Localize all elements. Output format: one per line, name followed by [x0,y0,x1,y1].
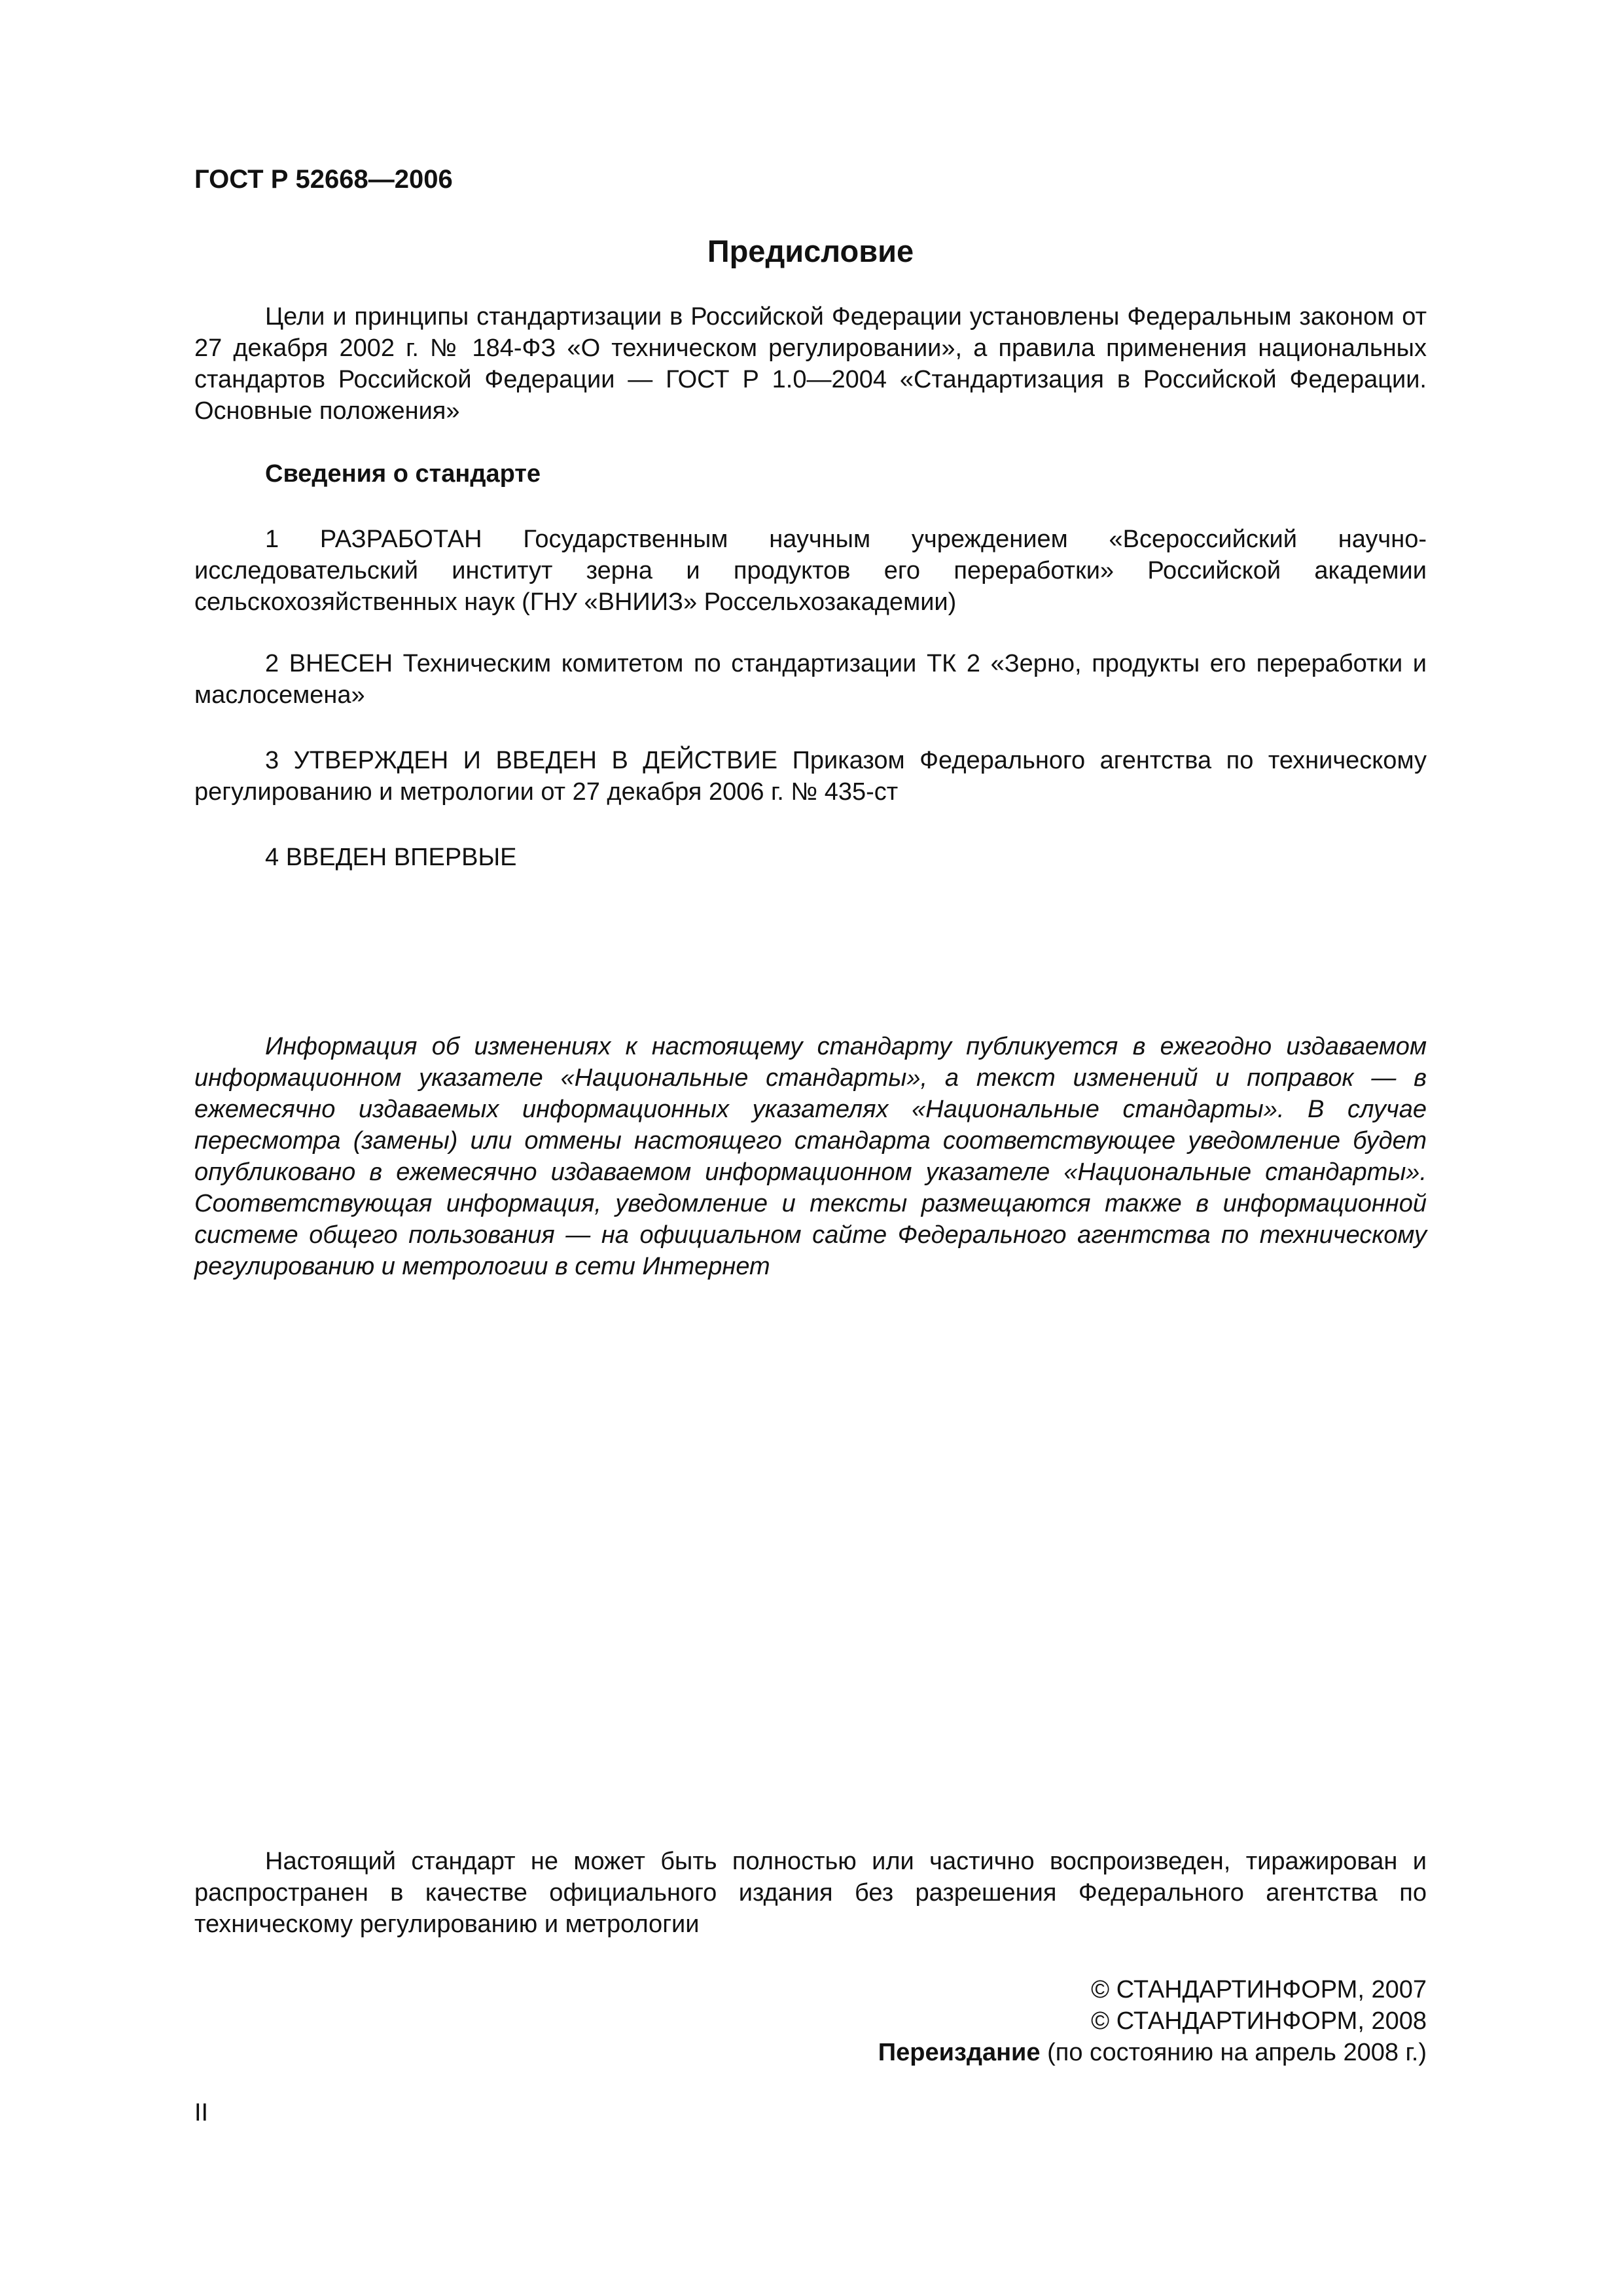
document-code: ГОСТ Р 52668—2006 [194,165,453,194]
page-number: II [194,2099,209,2126]
copyright-line-2008: © СТАНДАРТИНФОРМ, 2008 [1091,2007,1427,2035]
standard-info-item-submitted: 2 ВНЕСЕН Техническим комитетом по стандартизации ТК 2 «Зерно, продукты его переработки и маслосемена» [194,650,1427,709]
reissue-note: (по состоянию на апрель 2008 г.) [1040,2039,1427,2066]
reissue-line [194,2037,1427,2068]
changes-info-paragraph: Информация об изменениях к настоящему стандарту публикуется в ежегодно издаваемом информационном указателе «Национальные стандарты», а текст изменений и поправок — в ежемесячно издаваемых информационных указателях «Национальные стандарты». В случае пересмотра (замены) или отмены настоящего стандарта соответствующее уведомление будет опубликовано в ежемесячно издаваемом информационном указателе «Национальные стандарты». Соответствующая информация, уведомление и тексты размещаются также в информационной системе общего пользования — на официальном сайте Федерального агентства по техническому регулированию и метрологии в сети Интернет [194,1033,1427,1280]
copyright-line-2007: © СТАНДАРТИНФОРМ, 2007 [1091,1976,1427,2003]
standard-info-item-developed: 1 РАЗРАБОТАН Государственным научным учреждением «Всероссийский научно-исследовательский институт зерна и продуктов его переработки» Российской академии сельскохозяйственных наук (ГНУ «ВНИИЗ» Россельхозакадемии) [194,526,1427,616]
reissue-label: Переиздание [878,2039,1041,2066]
foreword-intro-paragraph: Цели и принципы стандартизации в Российской Федерации установлены Федеральным законом от 27 декабря 2002 г. № 184-ФЗ «О техническом регулировании», а правила применения национальных стандартов Российской Федерации — ГОСТ Р 1.0—2004 «Стандартизация в Российской Федерации. Основные положения» [194,303,1427,425]
standard-info-item-approved: 3 УТВЕРЖДЕН И ВВЕДЕН В ДЕЙСТВИЕ Приказом Федерального агентства по техническому регулированию и метрологии от 27 декабря 2006 г. № 435-ст [194,747,1427,806]
page-title: Предисловие [707,234,914,268]
copyright-notice-paragraph: Настоящий стандарт не может быть полностью или частично воспроизведен, тиражирован и распространен в качестве официального издания без разрешения Федерального агентства по техническому регулированию и метрологии [194,1848,1427,1938]
standard-info-heading: Сведения о стандарте [265,460,541,488]
copyright-block [194,1974,1427,2068]
standard-info-item-first-introduced: 4 ВВЕДЕН ВПЕРВЫЕ [265,844,517,871]
